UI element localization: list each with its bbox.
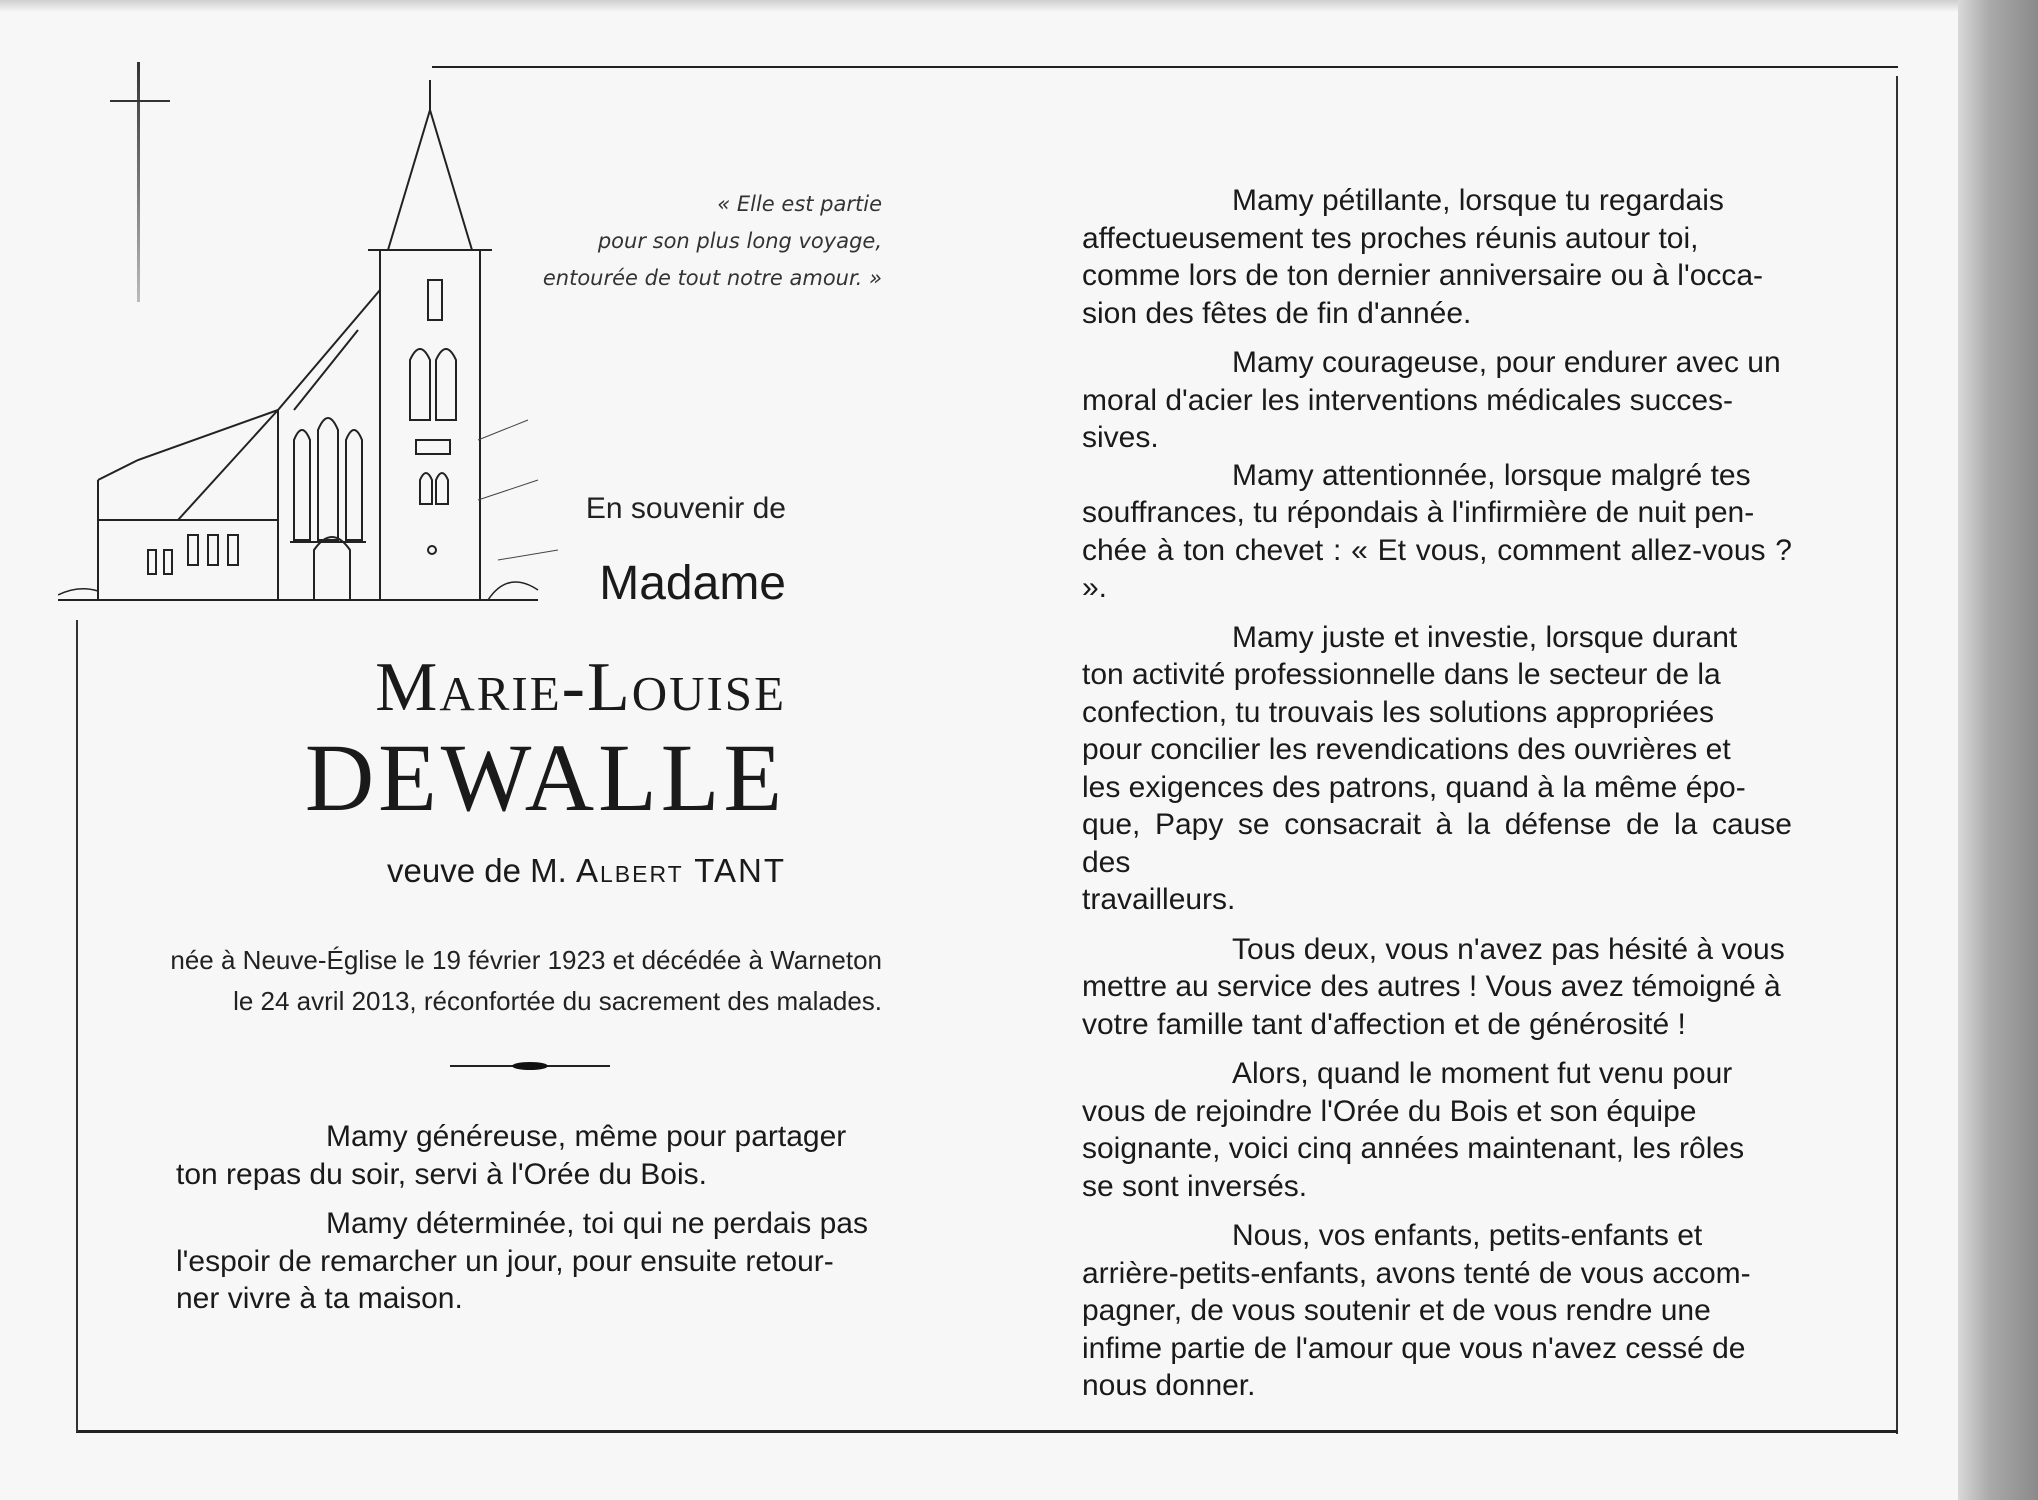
- paragraph: Alors, quand le moment fut venu pour vous de rejoindre l'Orée du Bois et son équipe soignante, voici cinq années maintenant, les rôles se sont inversés.: [1082, 1057, 1745, 1203]
- quote-line: « Elle est partie: [717, 192, 882, 216]
- church-illustration: [58, 80, 578, 610]
- scan-shadow-right: [1958, 0, 2038, 1500]
- paragraph: Mamy déterminée, toi qui ne perdais pas l'espoir de remarcher un jour, pour ensuite retour- ner vivre à ta maison.: [176, 1207, 868, 1315]
- title-madame: Madame: [599, 557, 786, 610]
- frame-border-left: [76, 620, 78, 1432]
- paragraph: Mamy attentionnée, lorsque malgré tes souffrances, tu répondais à l'infirmière de nuit pen- chée à ton chevet : « Et vous, comment allez-vous ? ».: [1082, 458, 1792, 604]
- paragraph: Mamy juste et investie, lorsque durant ton activité professionnelle dans le secteur de la confection, tu trouvais les solutions appropriées pour concilier les revendications des ouvrières et les exigences des patrons, quand à la même épo- que, Papy se consacrait à la défense de la cause des travailleurs.: [1082, 620, 1792, 916]
- left-text-column: [176, 1118, 886, 1330]
- frame-border-bottom: [76, 1430, 1898, 1433]
- widow-prefix: veuve de M.: [387, 852, 567, 889]
- paragraph: Mamy courageuse, pour endurer avec un moral d'acier les interventions médicales succes- sives.: [1082, 346, 1781, 454]
- dates-line: le 24 avril 2013, réconfortée du sacrement des malades.: [233, 986, 882, 1016]
- paragraph: Tous deux, vous n'avez pas hésité à vous mettre au service des autres ! Vous avez témoigné à votre famille tant d'affection et de générosité !: [1082, 932, 1785, 1041]
- birth-death-dates: [140, 940, 882, 1022]
- scan-shadow-top: [0, 0, 2038, 12]
- paragraph: Mamy généreuse, même pour partager ton repas du soir, servi à l'Orée du Bois.: [176, 1120, 847, 1191]
- dates-line: née à Neuve-Église le 19 février 1923 et décédée à Warneton: [170, 945, 882, 975]
- paragraph: Nous, vos enfants, petits-enfants et arrière-petits-enfants, avons tenté de vous accom- pagner, de vous soutenir et de vous rendre une infime partie de l'amour que vous n'avez cessé de nous donner.: [1082, 1219, 1751, 1402]
- frame-border-right: [1896, 76, 1898, 1434]
- quote-line: pour son plus long voyage,: [597, 229, 882, 253]
- quote: [440, 186, 882, 297]
- deceased-first-name: Marie-Louise: [375, 649, 786, 726]
- quote-line: entourée de tout notre amour. »: [542, 266, 882, 290]
- divider-ornament: [450, 1064, 610, 1068]
- widow-line: [200, 852, 786, 890]
- souvenir-label: En souvenir de: [585, 492, 786, 525]
- husband-name: Albert TANT: [575, 852, 786, 889]
- deceased-last-name: DEWALLE: [304, 724, 786, 831]
- frame-border-top: [432, 66, 1898, 68]
- paragraph: Mamy pétillante, lorsque tu regardais affectueusement tes proches réunis autour toi, comme lors de ton dernier anniversaire ou à l'occa- sion des fêtes de fin d'année.: [1082, 184, 1764, 330]
- right-text-column: [1082, 182, 1792, 1417]
